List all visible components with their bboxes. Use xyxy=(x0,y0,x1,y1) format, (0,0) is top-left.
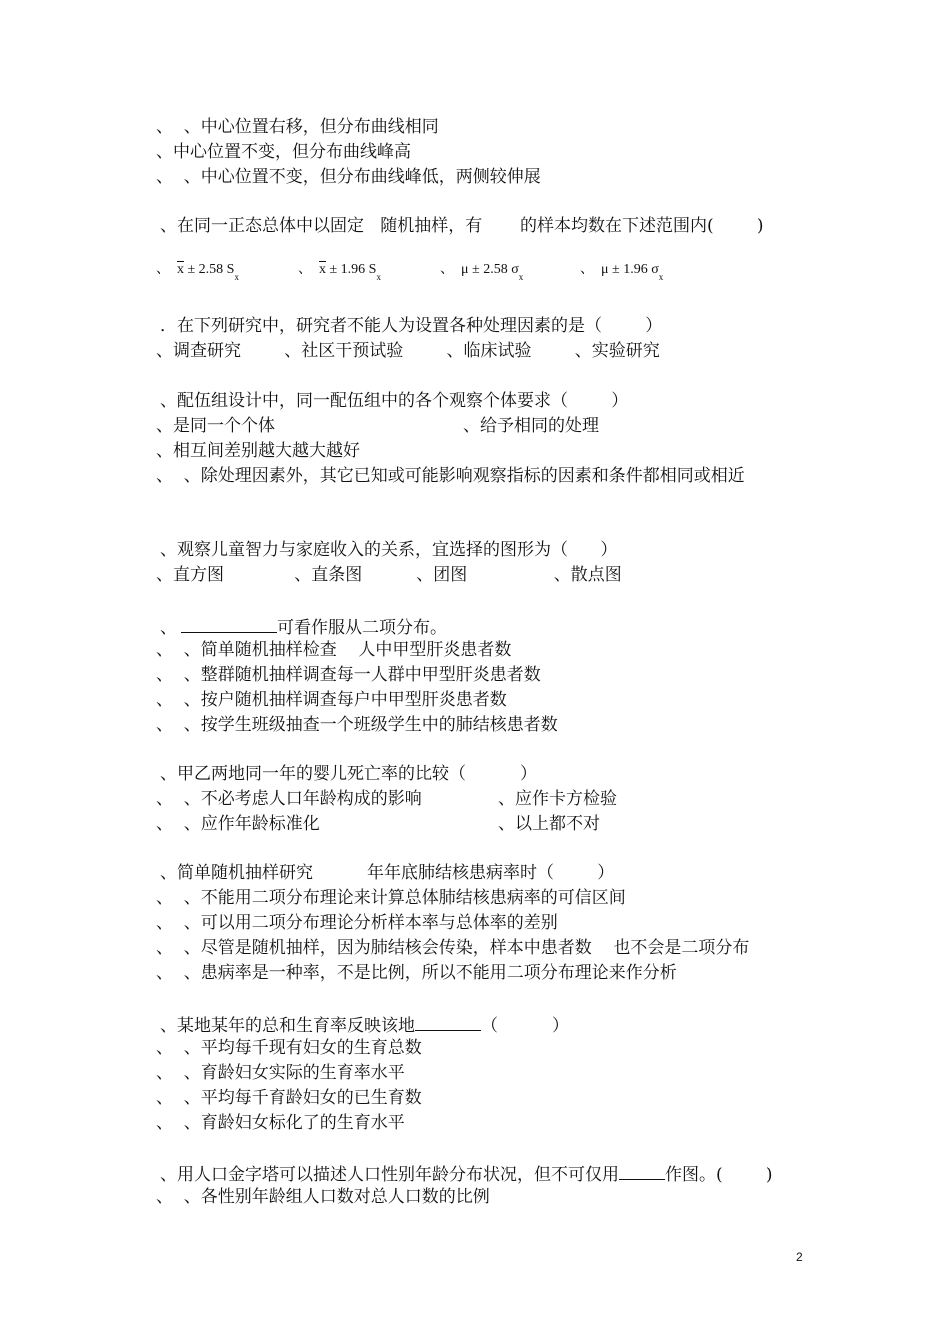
question-text: 、甲乙两地同一年的婴儿死亡率的比较（ ） xyxy=(160,764,538,784)
option-text: 、 、育龄妇女标化了的生育水平 xyxy=(156,1113,405,1133)
answer-blank xyxy=(619,1161,665,1180)
question-text: 、某地某年的总和生育率反映该地 （ ） xyxy=(160,1012,569,1037)
question-text: 、用人口金字塔可以描述人口性别年龄分布状况，但不可仅用 作图。( ) xyxy=(160,1161,773,1186)
question-text: 、简单随机抽样研究 年年底肺结核患病率时（ ） xyxy=(160,863,615,883)
formula-option-2: 、 $\overline{x} \pm 1.96$ $S_x$ xyxy=(298,262,381,282)
option-text: 、 、不必考虑人口年龄构成的影响 xyxy=(156,789,422,809)
formula-option-4: 、 μ ± 1.96 $\sigma_x$ xyxy=(580,262,664,282)
option-text: 、 、按学生班级抽查一个班级学生中的肺结核患者数 xyxy=(156,715,558,735)
option-text: 、 、可以用二项分布理论分析样本率与总体率的差别 xyxy=(156,913,558,933)
option-text: 、 、中心位置右移，但分布曲线相同 xyxy=(156,117,439,137)
option-text: 、 、简单随机抽样检查 人中甲型肝炎患者数 xyxy=(156,640,512,660)
question-text: 、观察儿童智力与家庭收入的关系，宜选择的图形为（ ） xyxy=(160,540,618,560)
option-text: 、 、育龄妇女实际的生育率水平 xyxy=(156,1063,405,1083)
option-text: 、直方图 、直条图 、团图 、散点图 xyxy=(156,565,622,585)
option-text: 、应作卡方检验 xyxy=(498,789,617,809)
question-text: ．在下列研究中，研究者不能人为设置各种处理因素的是（ ） xyxy=(160,316,663,336)
option-text: 、 、整群随机抽样调查每一人群中甲型肝炎患者数 xyxy=(156,665,541,685)
option-text: 、 、不能用二项分布理论来计算总体肺结核患病率的可信区间 xyxy=(156,888,626,908)
option-text: 、是同一个个体 xyxy=(156,416,275,436)
option-text: 、 、平均每千现有妇女的生育总数 xyxy=(156,1038,422,1058)
option-text: 、给予相同的处理 xyxy=(463,416,599,436)
option-text: 、 、按户随机抽样调查每户中甲型肝炎患者数 xyxy=(156,690,507,710)
option-text: 、 、平均每千育龄妇女的已生育数 xyxy=(156,1088,422,1108)
answer-blank xyxy=(415,1012,481,1031)
question-text: 、配伍组设计中，同一配伍组中的各个观察个体要求（ ） xyxy=(160,391,629,411)
page-number: 2 xyxy=(796,1250,803,1264)
option-text: 、 、中心位置不变，但分布曲线峰低，两侧较伸展 xyxy=(156,167,541,187)
option-text: 、 、患病率是一种率，不是比例，所以不能用二项分布理论来作分析 xyxy=(156,963,677,983)
option-text: 、中心位置不变，但分布曲线峰高 xyxy=(156,142,411,162)
option-text: 、相互间差别越大越大越好 xyxy=(156,441,360,461)
option-text: 、 、尽管是随机抽样，因为肺结核会传染，样本中患者数 也不会是二项分布 xyxy=(156,938,750,958)
question-text: 、 可看作服从二项分布。 xyxy=(160,614,447,639)
question-text: 、在同一正态总体中以固定 随机抽样，有 的样本均数在下述范围内( ) xyxy=(160,216,764,236)
option-text: 、 、除处理因素外，其它已知或可能影响观察指标的因素和条件都相同或相近 xyxy=(156,466,745,486)
formula-option-3: 、 μ ± 2.58 $\sigma_x$ xyxy=(440,262,524,282)
option-text: 、 、各性别年龄组人口数对总人口数的比例 xyxy=(156,1187,490,1207)
answer-blank xyxy=(181,614,277,633)
option-text: 、调查研究 、社区干预试验 、临床试验 、实验研究 xyxy=(156,341,660,361)
option-text: 、以上都不对 xyxy=(498,814,600,834)
option-text: 、 、应作年龄标准化 xyxy=(156,814,320,834)
formula-option-1: 、 $\overline{x} \pm 2.58$ $S_x$ xyxy=(156,262,239,282)
